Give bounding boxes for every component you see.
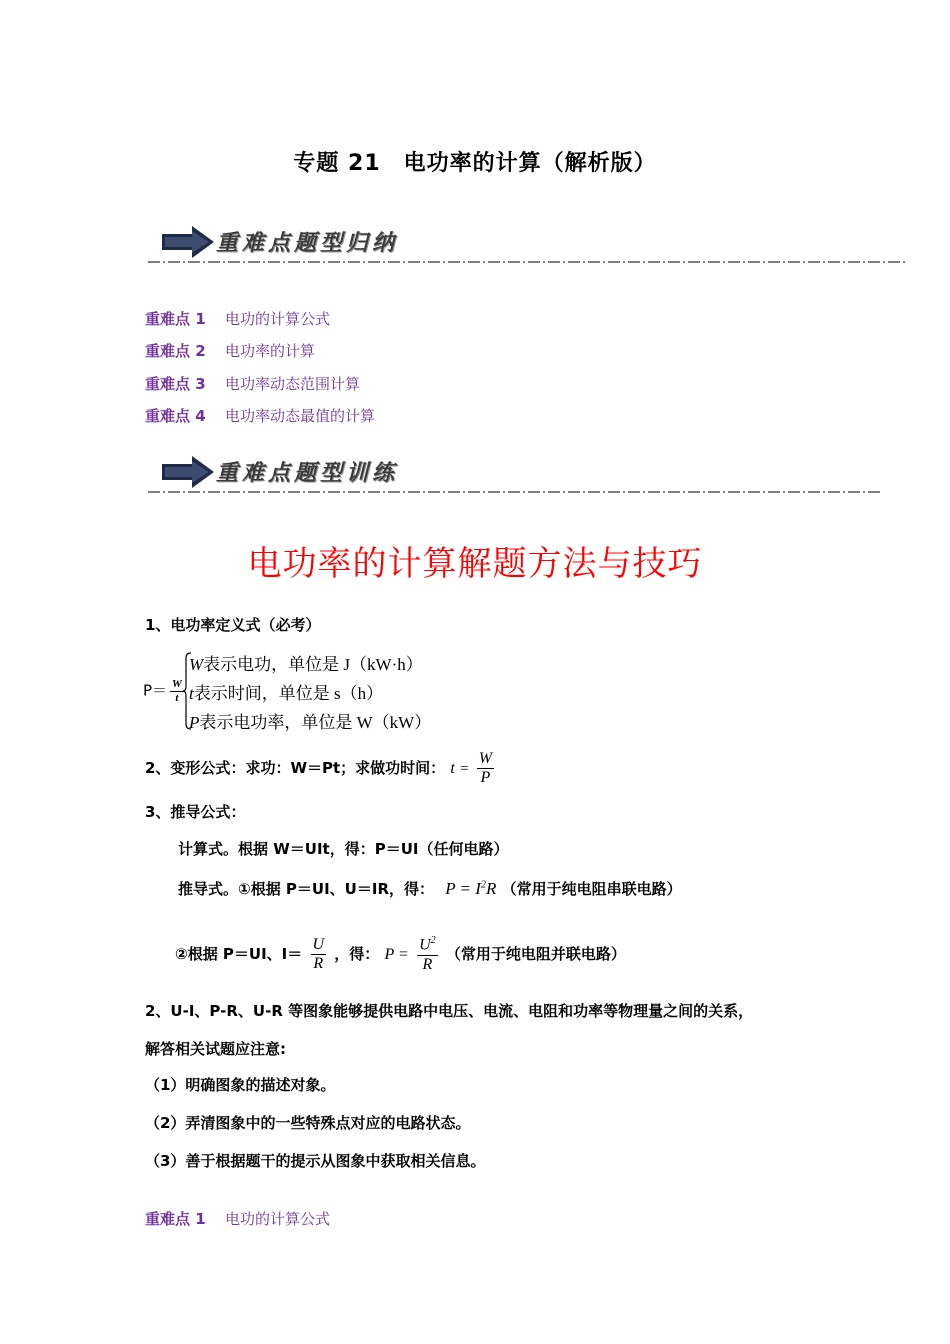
- derived-parallel-line: [175, 930, 626, 979]
- toc-item-4[interactable]: [145, 405, 375, 426]
- derived-series-line: [178, 878, 682, 899]
- derived-text: ②根据 P＝UI、I＝: [175, 945, 303, 963]
- toc-label: 重难点 1: [145, 310, 206, 328]
- formula-base: P = I: [445, 879, 481, 898]
- dash-divider: [148, 260, 908, 264]
- symbol: t: [189, 684, 194, 703]
- brace-line-3: [189, 708, 431, 733]
- toc-text: 电功率的计算: [225, 342, 316, 360]
- frac-num: U: [419, 936, 431, 954]
- arrow-icon: [162, 456, 214, 488]
- note-1: （1）明确图象的描述对象。: [145, 1076, 336, 1094]
- arrow-icon: [162, 226, 214, 258]
- toc-label: 重难点 2: [145, 342, 206, 360]
- symbol: P: [189, 713, 200, 732]
- description: 表示电功率，单位是 W（kW）: [199, 713, 432, 732]
- t-symbol: t: [450, 760, 455, 777]
- frac-den: P: [480, 769, 491, 786]
- w-over-p-fraction: [477, 750, 494, 788]
- toc-item-2[interactable]: [145, 340, 315, 361]
- u2-over-r-fraction: [417, 935, 438, 974]
- toc-item-1[interactable]: [145, 308, 330, 329]
- toc-text: 电功的计算公式: [225, 1210, 331, 1228]
- banner-label: 重难点题型归纳: [216, 231, 399, 256]
- description: 表示电功，单位是 J（kW·h）: [203, 655, 423, 674]
- equals: =: [460, 761, 469, 777]
- frac-num: W: [477, 750, 494, 769]
- brace-line-1: [189, 650, 423, 675]
- dash-divider: [148, 490, 883, 494]
- toc-text: 电功率动态范围计算: [225, 375, 361, 393]
- section-title: 电功率的计算解题方法与技巧: [247, 544, 703, 584]
- formula-r: R: [485, 879, 497, 898]
- definition-heading: 1、电功率定义式（必考）: [145, 616, 321, 634]
- derived-heading: 3、推导公式：: [145, 803, 246, 821]
- exponent: 2: [480, 879, 486, 891]
- frac-num: W: [172, 678, 182, 690]
- calc-formula-line: 计算式。根据 W＝UIt，得：P＝UI（任何电路）: [178, 840, 509, 858]
- derived-text-2: ，得：: [334, 945, 380, 963]
- variant-formula-line: [145, 744, 497, 793]
- frac-num: U: [311, 936, 327, 955]
- exponent: 2: [430, 934, 436, 946]
- section-banner-training: [148, 454, 883, 494]
- frac-den: R: [422, 955, 433, 973]
- description: 表示时间，单位是 s（h）: [193, 684, 384, 703]
- toc-item-3[interactable]: [145, 373, 360, 394]
- p-equals: P =: [384, 946, 409, 963]
- page-title: 专题 21 电功率的计算（解析版）: [293, 151, 657, 176]
- series-note: （常用于纯电阻串联电路）: [501, 880, 682, 898]
- note-3: （3）善于根据题干的提示从图象中获取相关信息。: [145, 1152, 486, 1170]
- section-banner-summary: [148, 224, 908, 264]
- parallel-note: （常用于纯电阻并联电路）: [445, 945, 626, 963]
- toc-label: 重难点 4: [145, 407, 206, 425]
- derived-text: 推导式。①根据 P＝UI、U＝IR，得：: [178, 880, 434, 898]
- symbol: W: [189, 655, 204, 674]
- graph-line-2: 解答相关试题应注意:: [145, 1040, 286, 1058]
- u-over-r-fraction: [311, 936, 327, 974]
- note-2: （2）弄清图象中的一些特殊点对应的电路状态。: [145, 1114, 471, 1132]
- frac-den: t: [175, 691, 179, 704]
- toc-text: 电功率动态最值的计算: [225, 407, 376, 425]
- variant-text: 2、变形公式：求功：W＝Pt；求做功时间：: [145, 759, 446, 777]
- w-over-t-fraction: [170, 678, 184, 704]
- p-equals: P＝: [143, 681, 168, 700]
- graph-line-1: 2、U-I、P-R、U-R 等图象能够提供电路中电压、电流、电阻和功率等物理量之间的关系，: [145, 1002, 754, 1020]
- series-formula: [445, 879, 496, 898]
- toc-text: 电功的计算公式: [225, 310, 331, 328]
- footer-toc-item-1[interactable]: [145, 1208, 330, 1229]
- toc-label: 重难点 3: [145, 375, 206, 393]
- brace-line-2: [189, 679, 383, 704]
- banner-label: 重难点题型训练: [216, 461, 399, 486]
- toc-label: 重难点 1: [145, 1210, 206, 1228]
- frac-den: R: [313, 955, 324, 972]
